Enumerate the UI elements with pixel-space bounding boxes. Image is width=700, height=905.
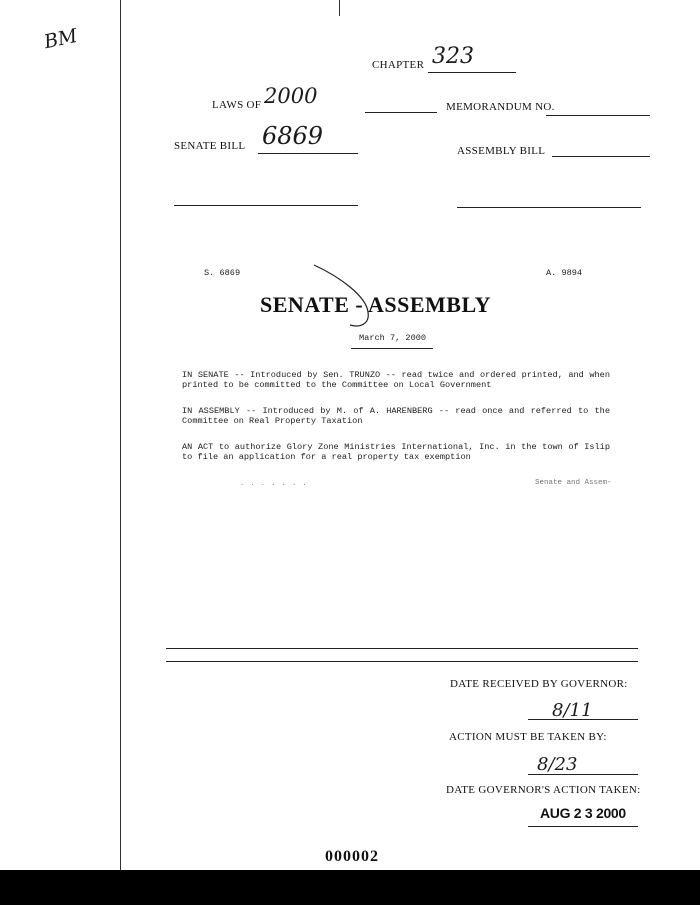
bill-date: March 7, 2000 <box>359 333 427 343</box>
action-taken-underline <box>528 826 638 827</box>
assembly-signature-line <box>457 207 641 208</box>
action-deadline-value: 8/23 <box>537 754 578 775</box>
chapter-underline <box>428 72 516 73</box>
separator-line-top <box>166 648 638 649</box>
senate-bill-value: 6869 <box>262 122 324 150</box>
date-underline <box>351 348 433 349</box>
chapter-label: CHAPTER <box>372 59 425 71</box>
faded-leader-dots: . . . . . . . <box>240 480 308 488</box>
memorandum-underline <box>546 115 650 116</box>
assembly-number: A. 9894 <box>546 268 583 278</box>
senate-number: S. 6869 <box>204 268 241 278</box>
scan-bottom-band <box>0 870 700 905</box>
memorandum-leading-line <box>365 112 437 113</box>
assembly-introduction: IN ASSEMBLY -- Introduced by M. of A. HARENBERG -- read once and referred to the Committee on Real Property Taxation <box>182 406 610 426</box>
action-deadline-underline <box>528 774 638 775</box>
margin-initials: BM <box>42 24 80 54</box>
senate-introduction: IN SENATE -- Introduced by Sen. TRUNZO -- read twice and ordered printed, and when printed to be committed to the Committee on Local Government <box>182 370 610 390</box>
senate-bill-label: SENATE BILL <box>174 140 246 152</box>
assembly-bill-underline <box>552 156 650 157</box>
bill-title: SENATE - ASSEMBLY <box>260 292 492 317</box>
senate-bill-underline <box>258 153 358 154</box>
top-tick-mark <box>339 0 340 16</box>
action-taken-stamp: AUG 2 3 2000 <box>540 805 626 821</box>
binding-margin-line <box>120 0 121 870</box>
cutoff-text: Senate and Assem- <box>535 479 612 487</box>
chapter-value: 323 <box>432 44 474 69</box>
date-received-underline <box>528 719 638 720</box>
laws-label: LAWS OF <box>212 99 262 111</box>
senate-signature-line <box>174 205 358 206</box>
laws-value: 2000 <box>264 84 318 108</box>
page-number: 000002 <box>325 848 379 865</box>
date-received-value: 8/11 <box>552 700 593 721</box>
action-taken-label: DATE GOVERNOR'S ACTION TAKEN: <box>446 784 641 796</box>
action-deadline-label: ACTION MUST BE TAKEN BY: <box>449 731 607 743</box>
separator-line-bottom <box>166 661 638 662</box>
date-received-label: DATE RECEIVED BY GOVERNOR: <box>450 678 628 690</box>
assembly-bill-label: ASSEMBLY BILL <box>457 145 546 157</box>
memorandum-label: MEMORANDUM NO. <box>446 101 555 113</box>
act-description: AN ACT to authorize Glory Zone Ministries International, Inc. in the town of Islip to file an application for a real property tax exemption <box>182 442 610 462</box>
